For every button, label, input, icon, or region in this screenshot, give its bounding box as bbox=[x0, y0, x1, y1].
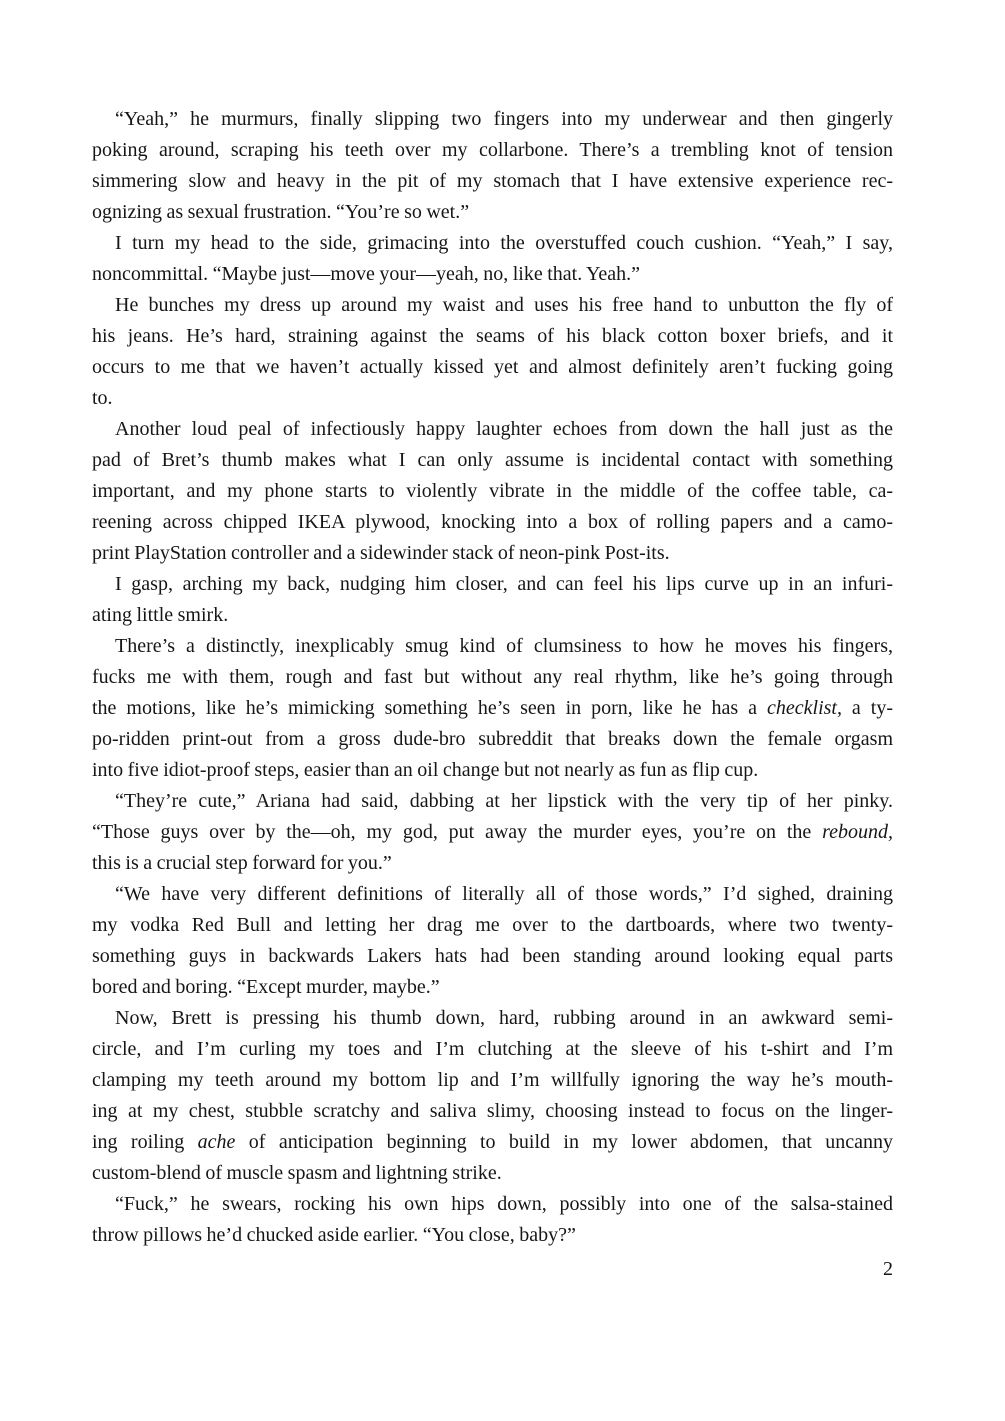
text-line: There’s a distinctly, inexplicably smug kind of clumsiness to how he moves his fingers, bbox=[115, 635, 893, 657]
text-line: I gasp, arching my back, nudging him closer, and can feel his lips curve up in an infuri- bbox=[115, 573, 893, 595]
text-line: pad of Bret’s thumb makes what I can only assume is incidental contact with something bbox=[92, 449, 893, 471]
text-line: “We have very different definitions of literally all of those words,” I’d sighed, draining bbox=[115, 883, 893, 905]
text-line: ating little smirk. bbox=[92, 604, 229, 626]
text-line: into five idiot-proof steps, easier than an oil change but not nearly as fun as flip cup. bbox=[92, 759, 759, 781]
text-line: custom-blend of muscle spasm and lightning strike. bbox=[92, 1162, 502, 1184]
text-line: to. bbox=[92, 387, 113, 409]
page-number: 2 bbox=[883, 1258, 893, 1280]
italic-segment: rebound, bbox=[822, 821, 893, 843]
text-line: I turn my head to the side, grimacing into the overstuffed couch cushion. “Yeah,” I say, bbox=[115, 232, 893, 254]
text-line: clamping my teeth around my bottom lip and I’m willfully ignoring the way he’s mouth- bbox=[92, 1069, 893, 1091]
text-line: print PlayStation controller and a sidewinder stack of neon-pink Post-its. bbox=[92, 542, 670, 564]
page-body bbox=[92, 104, 893, 1251]
text-line: Another loud peal of infectiously happy laughter echoes from down the hall just as the bbox=[115, 418, 893, 440]
text-line: He bunches my dress up around my waist and uses his free hand to unbutton the fly of bbox=[115, 294, 893, 316]
text-segment: a ty- bbox=[841, 697, 893, 719]
text-segment: ing roiling bbox=[92, 1131, 198, 1153]
text-segment: the motions, like he’s mimicking something he’s seen in porn, like he has a bbox=[92, 697, 767, 719]
text-line: important, and my phone starts to violently vibrate in the middle of the coffee table, ca- bbox=[92, 480, 893, 502]
text-line: his jeans. He’s hard, straining against the seams of his black cotton boxer briefs, and it bbox=[92, 325, 893, 347]
text-line: ognizing as sexual frustration. “You’re so wet.” bbox=[92, 201, 470, 223]
italic-segment: ache bbox=[197, 1131, 236, 1153]
text-line: throw pillows he’d chucked aside earlier. “You close, baby?” bbox=[92, 1224, 576, 1246]
text-segment: “Those guys over by the—oh, my god, put away the murder eyes, you’re on the bbox=[92, 821, 823, 843]
text-line: poking around, scraping his teeth over my collarbone. There’s a trembling knot of tension bbox=[92, 139, 893, 161]
paragraph bbox=[92, 414, 893, 569]
text-line: occurs to me that we haven’t actually kissed yet and almost definitely aren’t fucking going bbox=[92, 356, 893, 378]
text-line: “Yeah,” he murmurs, finally slipping two fingers into my underwear and then gingerly bbox=[115, 108, 893, 130]
text-line: my vodka Red Bull and letting her drag me over to the dartboards, where two twenty- bbox=[92, 914, 893, 936]
paragraph bbox=[92, 569, 893, 631]
italic-segment: checklist, bbox=[767, 697, 842, 719]
text-line: “Fuck,” he swears, rocking his own hips down, possibly into one of the salsa-stained bbox=[115, 1193, 893, 1215]
paragraph bbox=[92, 104, 893, 228]
paragraph bbox=[92, 879, 893, 1003]
text-line: reening across chipped IKEA plywood, knocking into a box of rolling papers and a camo- bbox=[92, 511, 893, 533]
text-line: “They’re cute,” Ariana had said, dabbing at her lipstick with the very tip of her pinky. bbox=[115, 790, 893, 812]
text-line: Now, Brett is pressing his thumb down, hard, rubbing around in an awkward semi- bbox=[115, 1007, 893, 1029]
text-line: circle, and I’m curling my toes and I’m clutching at the sleeve of his t-shirt and I’m bbox=[92, 1038, 893, 1060]
paragraph bbox=[92, 1189, 893, 1251]
text-line: ing at my chest, stubble scratchy and saliva slimy, choosing instead to focus on the linger- bbox=[92, 1100, 893, 1122]
paragraph bbox=[92, 290, 893, 414]
text-line: something guys in backwards Lakers hats had been standing around looking equal parts bbox=[92, 945, 893, 967]
text-line: bored and boring. “Except murder, maybe.” bbox=[92, 976, 440, 998]
paragraph bbox=[92, 631, 893, 786]
text-line: simmering slow and heavy in the pit of my stomach that I have extensive experience rec- bbox=[92, 170, 893, 192]
text-line bbox=[92, 693, 893, 724]
text-line: po-ridden print-out from a gross dude-bro subreddit that breaks down the female orgasm bbox=[92, 728, 893, 750]
text-line: noncommittal. “Maybe just—move your—yeah, no, like that. Yeah.” bbox=[92, 263, 641, 285]
text-line: this is a crucial step forward for you.” bbox=[92, 852, 392, 874]
paragraph bbox=[92, 228, 893, 290]
paragraph bbox=[92, 786, 893, 879]
text-line bbox=[92, 1127, 893, 1158]
paragraph bbox=[92, 1003, 893, 1189]
text-segment: of anticipation beginning to build in my lower abdomen, that uncanny bbox=[235, 1131, 893, 1153]
text-line: fucks me with them, rough and fast but without any real rhythm, like he’s going through bbox=[92, 666, 893, 688]
text-line bbox=[92, 817, 893, 848]
